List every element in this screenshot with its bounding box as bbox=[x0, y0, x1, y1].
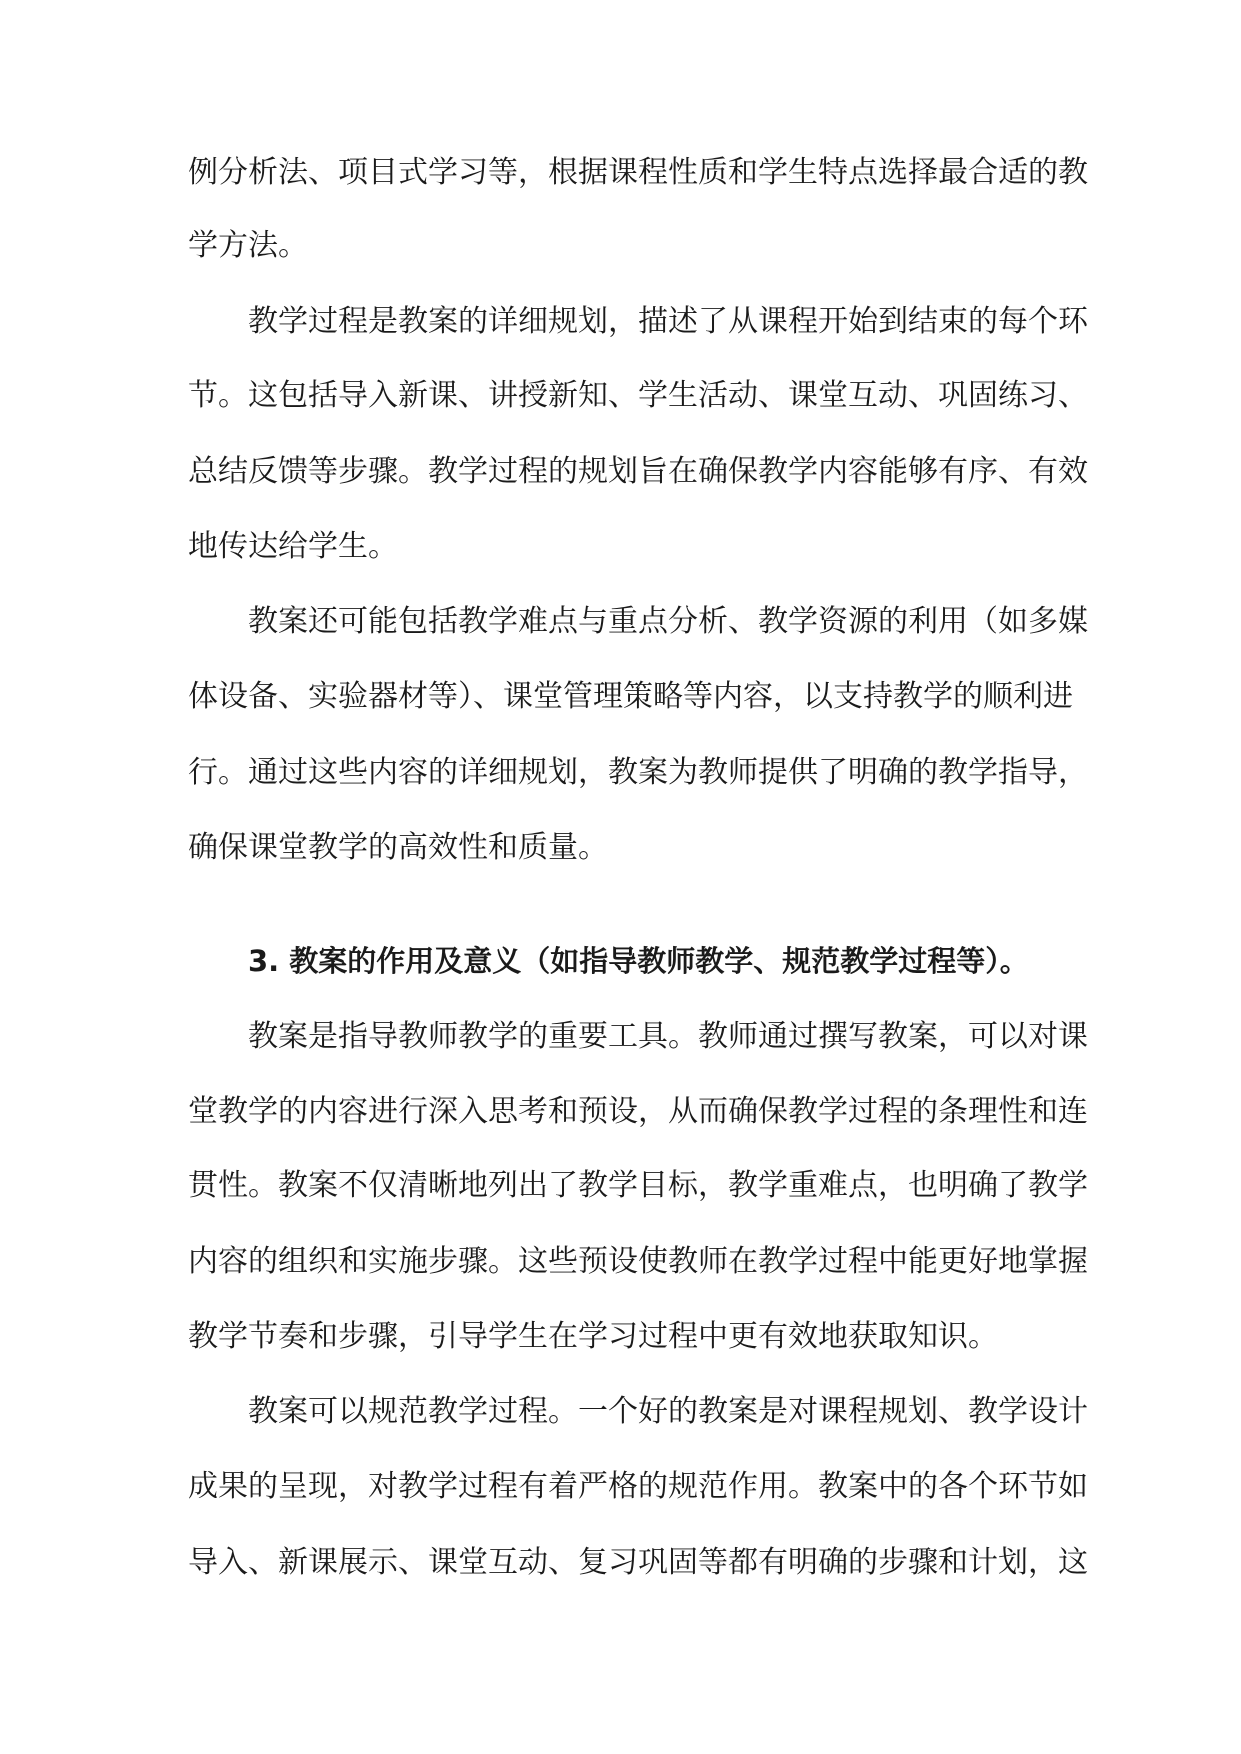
paragraph-5-line-3: 导入、新课展示、课堂互动、复习巩固等都有明确的步骤和计划，这 bbox=[188, 1545, 1088, 1580]
paragraph-3-line-2: 体设备、实验器材等）、课堂管理策略等内容，以支持教学的顺利进 bbox=[188, 679, 1073, 714]
paragraph-4-line-2: 堂教学的内容进行深入思考和预设，从而确保教学过程的条理性和连 bbox=[188, 1094, 1088, 1129]
paragraph-3-line-3: 行。通过这些内容的详细规划，教案为教师提供了明确的教学指导， bbox=[188, 755, 1088, 790]
paragraph-3-line-4: 确保课堂教学的高效性和质量。 bbox=[188, 830, 608, 865]
paragraph-3-line-1: 教案还可能包括教学难点与重点分析、教学资源的利用（如多媒 bbox=[248, 604, 1088, 639]
section-heading: 3. 教案的作用及意义（如指导教师教学、规范教学过程等）。 bbox=[248, 944, 1029, 978]
paragraph-4-line-1: 教案是指导教师教学的重要工具。教师通过撰写教案，可以对课 bbox=[248, 1019, 1088, 1054]
paragraph-2-line-4: 地传达给学生。 bbox=[188, 529, 398, 564]
paragraph-4-line-3: 贯性。教案不仅清晰地列出了教学目标，教学重难点，也明确了教学 bbox=[188, 1168, 1088, 1203]
paragraph-2-line-1: 教学过程是教案的详细规划，描述了从课程开始到结束的每个环 bbox=[248, 304, 1088, 339]
paragraph-1-line-1: 例分析法、项目式学习等，根据课程性质和学生特点选择最合适的教 bbox=[188, 155, 1088, 190]
paragraph-5-line-2: 成果的呈现，对教学过程有着严格的规范作用。教案中的各个环节如 bbox=[188, 1469, 1088, 1504]
paragraph-4-line-4: 内容的组织和实施步骤。这些预设使教师在教学过程中能更好地掌握 bbox=[188, 1244, 1088, 1279]
paragraph-4-line-5: 教学节奏和步骤，引导学生在学习过程中更有效地获取知识。 bbox=[188, 1319, 998, 1354]
paragraph-1-line-2: 学方法。 bbox=[188, 228, 308, 263]
paragraph-5-line-1: 教案可以规范教学过程。一个好的教案是对课程规划、教学设计 bbox=[248, 1394, 1088, 1429]
paragraph-2-line-2: 节。这包括导入新课、讲授新知、学生活动、课堂互动、巩固练习、 bbox=[188, 378, 1088, 413]
paragraph-2-line-3: 总结反馈等步骤。教学过程的规划旨在确保教学内容能够有序、有效 bbox=[188, 454, 1088, 489]
